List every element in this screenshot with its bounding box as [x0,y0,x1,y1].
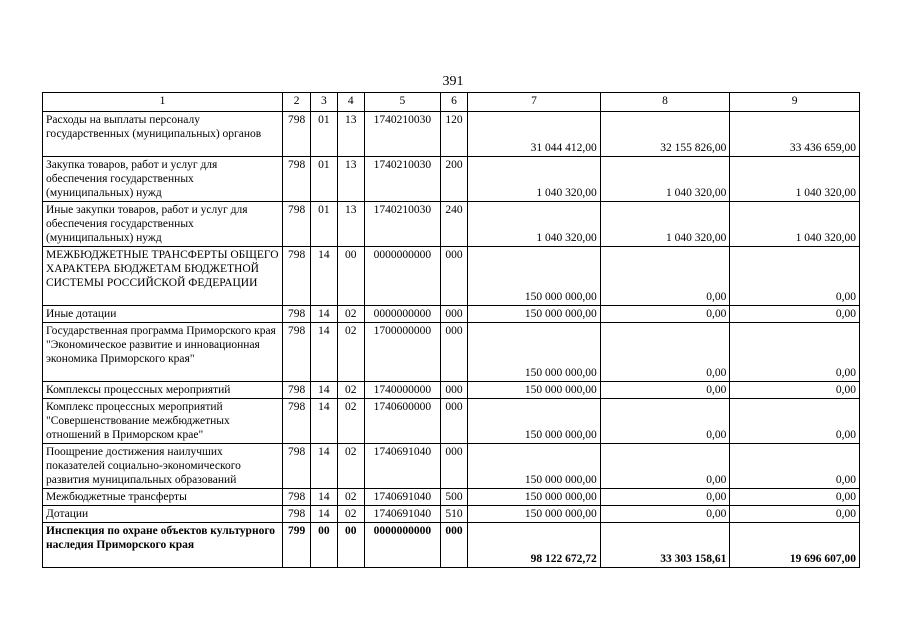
row-code-target: 1740600000 [364,399,440,444]
row-name: Инспекция по охране объектов культурного наследия Приморского края [43,523,283,568]
row-code-expense-type: 000 [440,323,467,382]
row-amount-col9: 1 040 320,00 [730,157,860,202]
row-name: Иные дотации [43,306,283,323]
column-header-2: 2 [282,93,310,112]
row-amount-col8: 0,00 [600,306,730,323]
row-code-section: 01 [311,112,337,157]
table-row [43,306,860,323]
row-code-ministry: 798 [282,382,310,399]
row-code-expense-type: 200 [440,157,467,202]
row-code-ministry: 798 [282,202,310,247]
row-code-subsection: 02 [337,382,364,399]
row-code-section: 14 [311,399,337,444]
row-code-expense-type: 000 [440,306,467,323]
row-code-expense-type: 000 [440,399,467,444]
row-amount-col9: 0,00 [730,306,860,323]
table-row [43,506,860,523]
column-header-1: 1 [43,93,283,112]
row-code-target: 0000000000 [364,523,440,568]
row-amount-col7: 150 000 000,00 [468,444,601,489]
row-code-section: 00 [311,523,337,568]
row-code-section: 14 [311,323,337,382]
row-code-target: 1740210030 [364,157,440,202]
row-amount-col7: 150 000 000,00 [468,489,601,506]
row-name: МЕЖБЮДЖЕТНЫЕ ТРАНСФЕРТЫ ОБЩЕГО ХАРАКТЕРА БЮДЖЕТАМ БЮДЖЕТНОЙ СИСТЕМЫ РОССИЙСКОЙ ФЕДЕРАЦИИ [43,247,283,306]
row-code-expense-type: 000 [440,444,467,489]
row-amount-col7: 150 000 000,00 [468,382,601,399]
column-header-8: 8 [600,93,730,112]
row-code-expense-type: 500 [440,489,467,506]
row-amount-col9: 0,00 [730,444,860,489]
row-amount-col7: 1 040 320,00 [468,202,601,247]
row-code-subsection: 13 [337,112,364,157]
row-amount-col9: 19 696 607,00 [730,523,860,568]
table-row [43,247,860,306]
row-code-subsection: 02 [337,323,364,382]
table-row [43,523,860,568]
row-code-subsection: 02 [337,444,364,489]
row-amount-col9: 0,00 [730,247,860,306]
row-code-ministry: 798 [282,399,310,444]
row-code-ministry: 798 [282,306,310,323]
row-amount-col8: 0,00 [600,444,730,489]
row-amount-col8: 33 303 158,61 [600,523,730,568]
row-code-target: 0000000000 [364,247,440,306]
row-name: Закупка товаров, работ и услуг для обеспечения государственных (муниципальных) нужд [43,157,283,202]
row-code-section: 14 [311,489,337,506]
row-amount-col9: 33 436 659,00 [730,112,860,157]
row-code-section: 14 [311,306,337,323]
header-row [43,93,860,112]
row-code-ministry: 798 [282,157,310,202]
row-amount-col8: 0,00 [600,489,730,506]
row-amount-col9: 0,00 [730,382,860,399]
row-code-section: 14 [311,506,337,523]
column-header-6: 6 [440,93,467,112]
table-row [43,444,860,489]
table-row [43,202,860,247]
column-header-7: 7 [468,93,601,112]
row-code-target: 1740691040 [364,489,440,506]
row-amount-col9: 0,00 [730,489,860,506]
row-amount-col8: 32 155 826,00 [600,112,730,157]
row-amount-col8: 0,00 [600,323,730,382]
row-code-expense-type: 000 [440,247,467,306]
column-header-9: 9 [730,93,860,112]
row-code-expense-type: 000 [440,523,467,568]
table-row [43,323,860,382]
column-header-4: 4 [337,93,364,112]
row-amount-col9: 1 040 320,00 [730,202,860,247]
row-amount-col7: 98 122 672,72 [468,523,601,568]
row-amount-col9: 0,00 [730,399,860,444]
row-code-section: 14 [311,382,337,399]
row-code-target: 1740210030 [364,202,440,247]
row-code-subsection: 02 [337,506,364,523]
row-code-target: 0000000000 [364,306,440,323]
row-code-ministry: 799 [282,523,310,568]
row-code-expense-type: 510 [440,506,467,523]
row-amount-col8: 1 040 320,00 [600,157,730,202]
page-number: 391 [442,74,464,89]
row-code-target: 1740000000 [364,382,440,399]
row-amount-col7: 150 000 000,00 [468,323,601,382]
row-code-target: 1740210030 [364,112,440,157]
row-code-ministry: 798 [282,323,310,382]
row-code-section: 14 [311,444,337,489]
row-name: Межбюджетные трансферты [43,489,283,506]
row-amount-col8: 0,00 [600,247,730,306]
table-body [43,112,860,568]
row-code-ministry: 798 [282,112,310,157]
table-row [43,112,860,157]
row-code-expense-type: 120 [440,112,467,157]
row-code-subsection: 00 [337,523,364,568]
row-code-subsection: 13 [337,202,364,247]
row-code-target: 1740691040 [364,444,440,489]
row-name: Дотации [43,506,283,523]
row-amount-col8: 0,00 [600,382,730,399]
row-name: Поощрение достижения наилучших показателей социально-экономического развития муниципальных образований [43,444,283,489]
row-code-expense-type: 240 [440,202,467,247]
table-row [43,382,860,399]
row-code-subsection: 02 [337,306,364,323]
row-amount-col8: 1 040 320,00 [600,202,730,247]
row-amount-col7: 150 000 000,00 [468,506,601,523]
row-amount-col7: 1 040 320,00 [468,157,601,202]
row-code-ministry: 798 [282,444,310,489]
row-code-section: 01 [311,202,337,247]
row-code-subsection: 02 [337,489,364,506]
table-row [43,157,860,202]
row-name: Комплексы процессных мероприятий [43,382,283,399]
table-row [43,399,860,444]
row-amount-col8: 0,00 [600,506,730,523]
row-name: Государственная программа Приморского края "Экономическое развитие и инновационная экономика Приморского края" [43,323,283,382]
row-code-ministry: 798 [282,489,310,506]
row-amount-col8: 0,00 [600,399,730,444]
row-amount-col7: 150 000 000,00 [468,247,601,306]
row-code-target: 1740691040 [364,506,440,523]
row-code-section: 14 [311,247,337,306]
budget-table [42,92,860,568]
row-amount-col9: 0,00 [730,323,860,382]
row-amount-col7: 31 044 412,00 [468,112,601,157]
table-row [43,489,860,506]
column-header-3: 3 [311,93,337,112]
row-amount-col7: 150 000 000,00 [468,306,601,323]
row-name: Комплекс процессных мероприятий "Совершенствование межбюджетных отношений в Приморском крае" [43,399,283,444]
row-code-subsection: 02 [337,399,364,444]
row-amount-col9: 0,00 [730,506,860,523]
row-amount-col7: 150 000 000,00 [468,399,601,444]
row-name: Расходы на выплаты персоналу государственных (муниципальных) органов [43,112,283,157]
row-code-target: 1700000000 [364,323,440,382]
row-name: Иные закупки товаров, работ и услуг для обеспечения государственных (муниципальных) нужд [43,202,283,247]
row-code-subsection: 00 [337,247,364,306]
row-code-ministry: 798 [282,247,310,306]
column-header-5: 5 [364,93,440,112]
row-code-section: 01 [311,157,337,202]
row-code-ministry: 798 [282,506,310,523]
row-code-subsection: 13 [337,157,364,202]
row-code-expense-type: 000 [440,382,467,399]
